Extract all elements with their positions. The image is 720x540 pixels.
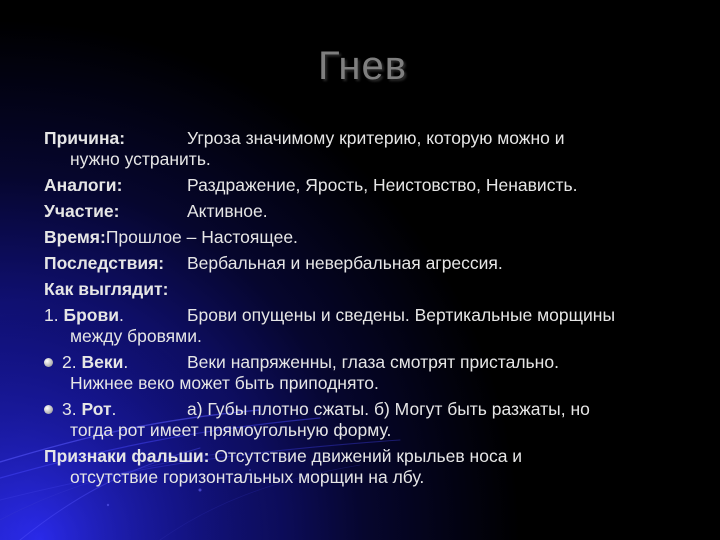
- mouth-value: а) Губы плотно сжаты. б) Могут быть разжаты, но: [187, 399, 590, 419]
- mouth-continuation: тогда рот имеет прямоугольную форму.: [70, 420, 392, 440]
- brows-name: Брови: [63, 305, 119, 325]
- row-brows: [44, 305, 704, 326]
- eyelids-value: Веки напряженны, глаза смотрят пристально.: [187, 352, 559, 372]
- time-label: Время:: [44, 227, 106, 247]
- time-value: Прошлое – Настоящее.: [105, 227, 298, 247]
- bullet-icon: [44, 358, 53, 367]
- row-eyelids: [44, 352, 704, 373]
- eyelids-name: Веки: [81, 352, 124, 372]
- mouth-name: Рот: [81, 399, 112, 419]
- row-mouth: [44, 399, 704, 420]
- slide-title: Гнев: [318, 44, 407, 88]
- row-time: [44, 227, 704, 248]
- brows-number: 1.: [44, 305, 59, 325]
- row-fake: [44, 446, 704, 467]
- consequences-value: Вербальная и невербальная агрессия.: [187, 253, 503, 273]
- fake-label: Признаки фальши:: [44, 446, 210, 466]
- mouth-dot: .: [111, 399, 117, 419]
- eyelids-continuation: Нижнее веко может быть приподнято.: [70, 373, 379, 393]
- participation-label: Участие:: [44, 201, 120, 221]
- mouth-number: 3.: [62, 399, 77, 419]
- eyelids-number: 2.: [62, 352, 77, 372]
- row-consequences: [44, 253, 704, 274]
- row-analogs: [44, 175, 704, 196]
- row-participation: [44, 201, 704, 222]
- row-cause: [44, 128, 704, 149]
- bullet-icon: [44, 405, 53, 414]
- eyelids-dot: .: [123, 352, 129, 372]
- fake-value: Отсутствие движений крыльев носа и: [214, 446, 523, 466]
- participation-value: Активное.: [187, 201, 268, 221]
- cause-value: Угроза значимому критерию, которую можно и: [187, 128, 565, 148]
- fake-continuation: отсутствие горизонтальных морщин на лбу.: [70, 467, 425, 487]
- cause-label: Причина:: [44, 128, 126, 148]
- cause-continuation: нужно устранить.: [70, 149, 211, 169]
- analogs-label: Аналоги:: [44, 175, 123, 195]
- looks-label: Как выглядит:: [44, 279, 169, 299]
- row-looks: [44, 279, 704, 300]
- slide-body: [44, 128, 704, 488]
- analogs-value: Раздражение, Ярость, Неистовство, Ненависть.: [187, 175, 578, 195]
- consequences-label: Последствия:: [44, 253, 165, 273]
- brows-continuation: между бровями.: [70, 326, 202, 346]
- brows-value: Брови опущены и сведены. Вертикальные морщины: [187, 305, 616, 325]
- brows-dot: .: [118, 305, 124, 325]
